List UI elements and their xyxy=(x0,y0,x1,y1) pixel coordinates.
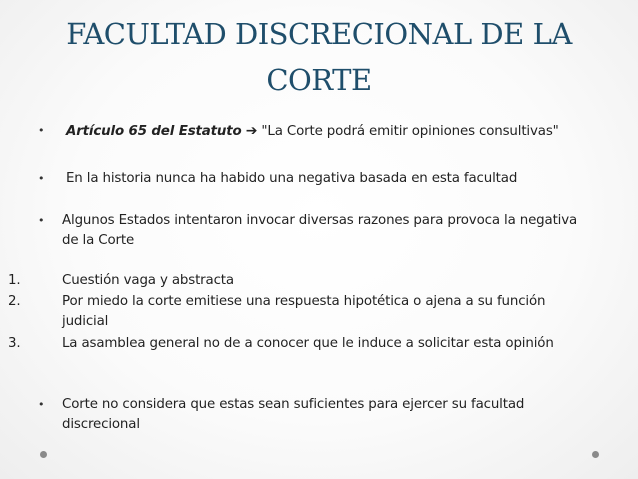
numbered-text: La asamblea general no de a conocer que le induce a solicitar esta opinión xyxy=(62,336,554,351)
slide-title: FACULTAD DISCRECIONAL DE LA CORTE xyxy=(66,17,572,97)
number-marker: 3. xyxy=(8,336,21,351)
decorative-dot xyxy=(40,451,47,458)
decorative-dot xyxy=(592,451,599,458)
numbered-text: Por miedo la corte emitiese una respuesta hipotética o ajena a su función judicial xyxy=(62,294,546,329)
bullet-text: Algunos Estados intentaron invocar diversas razones para provoca la negativa de la Corte xyxy=(62,213,578,248)
quote-text: "La Corte podrá emitir opiniones consultivas" xyxy=(261,124,559,139)
bullet-text xyxy=(66,121,606,142)
bullet-marker: • xyxy=(38,124,45,137)
bullet-text: En la historia nunca ha habido una negativa basada en esta facultad xyxy=(66,171,518,186)
bullet-marker: • xyxy=(38,398,45,411)
number-marker: 1. xyxy=(8,273,21,288)
arrow-right-icon: ➔ xyxy=(245,123,258,139)
bullet-text: Corte no considera que estas sean suficientes para ejercer su facultad discrecional xyxy=(62,397,525,432)
numbered-text: Cuestión vaga y abstracta xyxy=(62,273,234,288)
article-reference: Artículo 65 del Estatuto xyxy=(66,124,242,139)
number-marker: 2. xyxy=(8,294,21,309)
bullet-marker: • xyxy=(38,214,45,227)
bullet-marker: • xyxy=(38,172,45,185)
